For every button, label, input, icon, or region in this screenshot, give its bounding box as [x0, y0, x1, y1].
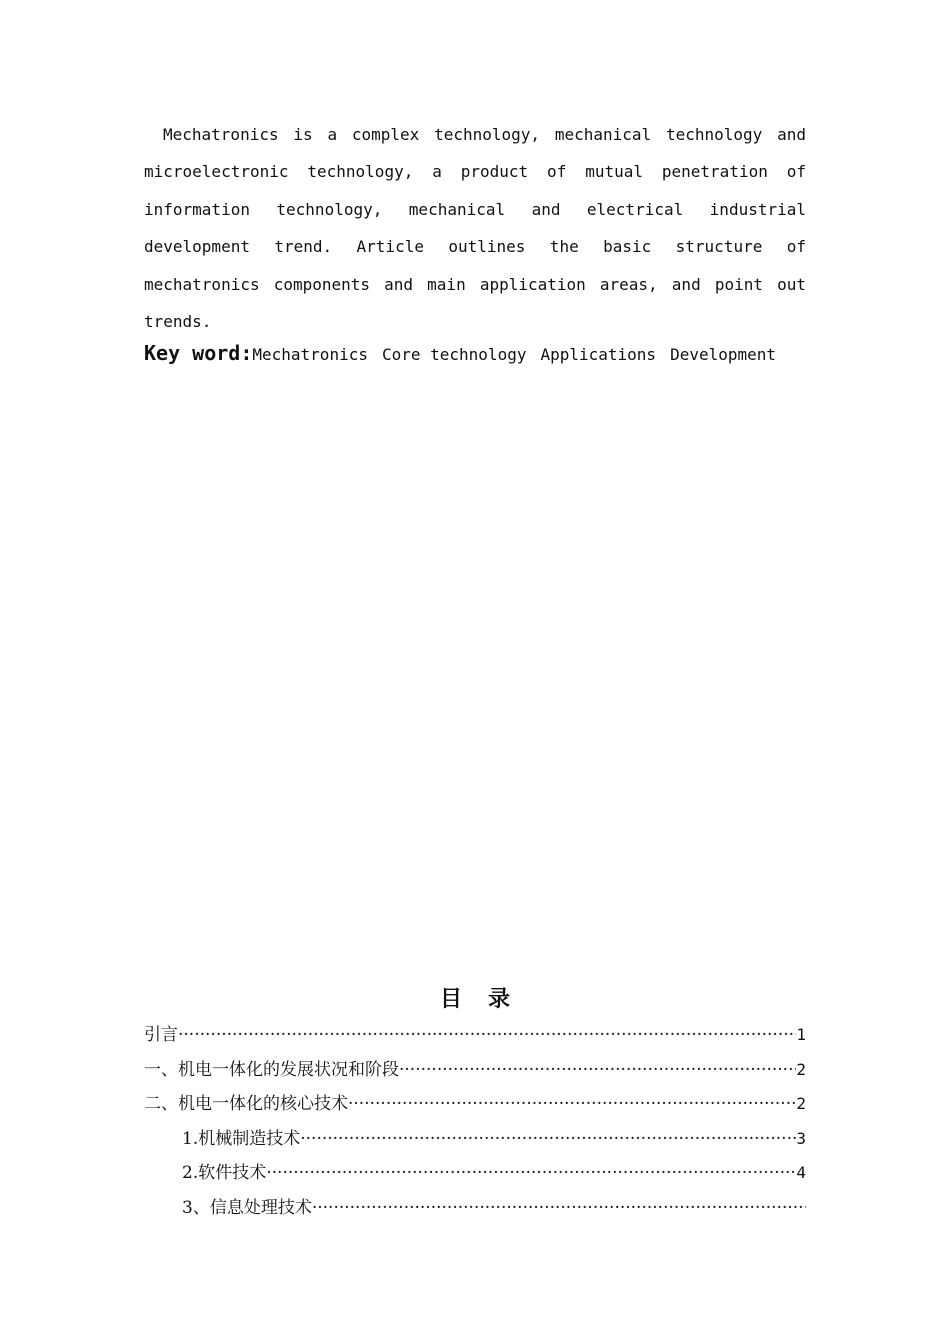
keyword-item: Mechatronics: [252, 345, 368, 364]
toc-entry[interactable]: [144, 1053, 806, 1088]
toc-page-number: 2: [796, 1094, 806, 1114]
toc-page-number: 3: [796, 1128, 806, 1148]
toc-entry-text: 3、信息处理技术: [182, 1197, 312, 1218]
toc-dot-leader: [399, 1053, 796, 1088]
abstract-paragraph: Mechatronics is a complex technology, mechanical technology and microelectronic technology, a product of mutual penetration of information technology, mechanical and electrical industrial development trend. Article outlines the basic structure of mechatronics components and main application areas, and point out trends.: [144, 125, 806, 332]
toc-entry-text: 2.软件技术: [182, 1163, 267, 1184]
toc-dot-leader: [312, 1191, 806, 1226]
toc-dot-leader: [300, 1122, 796, 1157]
toc-dot-leader: [178, 1018, 796, 1053]
toc-subentry[interactable]: [144, 1156, 806, 1191]
keyword-item: Development: [670, 345, 777, 364]
keyword-item: Applications: [540, 345, 657, 364]
toc-entry[interactable]: [144, 1087, 806, 1122]
toc-page-number: 1: [796, 1025, 806, 1044]
toc-entry[interactable]: [144, 1018, 806, 1053]
toc-subentry[interactable]: [144, 1122, 806, 1157]
keywords-line: [144, 341, 824, 365]
toc-page-number: 4: [796, 1163, 806, 1183]
toc-entry-text: 1.机械制造技术: [182, 1128, 301, 1149]
toc-page-number: 2: [796, 1059, 806, 1079]
keywords-label: Key word:: [144, 341, 253, 365]
toc-dot-leader: [348, 1087, 796, 1122]
toc-dot-leader: [266, 1156, 796, 1191]
toc-entry-text: 引言: [144, 1025, 178, 1045]
toc-entry-text: 二、机电一体化的核心技术: [144, 1094, 348, 1115]
table-of-contents: [144, 1018, 806, 1226]
toc-entry-text: 一、机电一体化的发展状况和阶段: [144, 1059, 399, 1080]
toc-title: 目录: [439, 987, 536, 1012]
keyword-item: Core technology: [381, 345, 527, 364]
toc-subentry[interactable]: [144, 1191, 806, 1226]
